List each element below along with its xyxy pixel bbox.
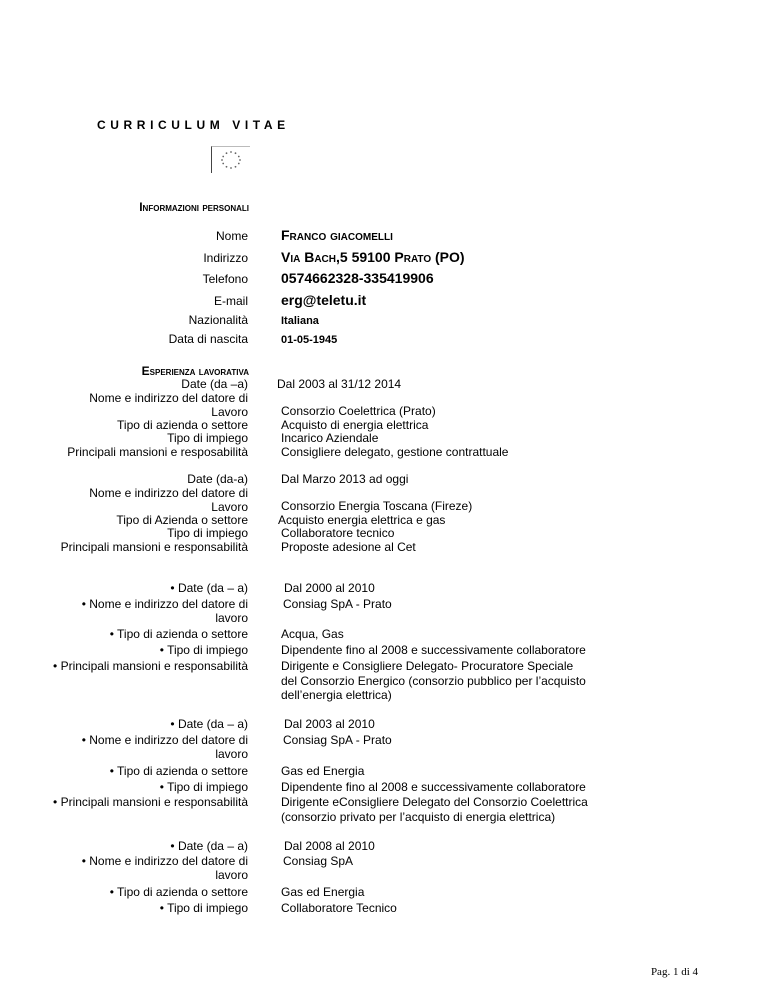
job1-label-settore: Tipo di azienda o settore	[117, 418, 248, 432]
job1-label-impiego: Tipo di impiego	[167, 431, 248, 445]
job3-label-mansioni: • Principali mansioni e responsabilità	[53, 659, 248, 673]
job4-label-impiego: • Tipo di impiego	[159, 780, 248, 794]
page-number: Pag. 1 di 4	[650, 966, 698, 978]
value-telefono: 0574662328-335419906	[281, 270, 434, 286]
job5-date: Dal 2008 al 2010	[284, 839, 375, 853]
job2-label-impiego: Tipo di impiego	[167, 526, 248, 540]
value-indirizzo: Via Bach,5 59100 Prato (PO)	[281, 249, 465, 265]
job5-label-impiego: • Tipo di impiego	[159, 901, 248, 915]
label-nascita: Data di nascita	[168, 332, 248, 346]
job3-label-settore: • Tipo di azienda o settore	[109, 627, 248, 641]
job4-label-settore: • Tipo di azienda o settore	[109, 764, 248, 778]
job4-settore: Gas ed Energia	[281, 764, 365, 778]
section-work-experience: Esperienza lavorativa	[141, 364, 249, 378]
job4-mansioni-line1: Dirigente eConsigliere Delegato del Consorzio Coelettrica	[281, 795, 588, 809]
job4-label-datore: • Nome e indirizzo del datore di lavoro	[81, 733, 248, 761]
value-nazionalita: Italiana	[281, 315, 319, 327]
job2-label-settore: Tipo di Azienda o settore	[116, 513, 248, 527]
job4-mansioni-line2: (consorzio privato per l’acquisto di energia elettrica)	[281, 810, 556, 824]
job1-date: Dal 2003 al 31/12 2014	[277, 377, 402, 391]
job2-label-datore: Nome e indirizzo del datore di Lavoro	[89, 486, 248, 514]
value-email: erg@teletu.it	[281, 292, 367, 308]
job1-label-date: Date (da –a)	[181, 377, 248, 391]
label-nazionalita: Nazionalità	[188, 313, 248, 327]
job1-impiego: Incarico Aziendale	[281, 431, 379, 445]
job1-mansioni: Consigliere delegato, gestione contrattuale	[281, 445, 509, 459]
job2-datore: Consorzio Energia Toscana (Fireze)	[281, 499, 473, 513]
job3-mansioni-line3: dell’energia elettrica)	[281, 688, 392, 702]
job2-label-date: Date (da-a)	[187, 472, 248, 486]
job2-date: Dal Marzo 2013 ad oggi	[281, 472, 409, 486]
value-nascita: 01-05-1945	[281, 334, 338, 346]
eu-stars-icon	[217, 149, 245, 171]
label-telefono: Telefono	[202, 272, 248, 286]
job3-label-datore: • Nome e indirizzo del datore di lavoro	[81, 597, 248, 625]
job4-label-mansioni: • Principali mansioni e responsabilità	[53, 795, 248, 809]
job1-datore: Consorzio Coelettrica (Prato)	[281, 404, 436, 418]
section-personal-info: Informazioni personali	[139, 200, 249, 214]
job3-label-date: • Date (da – a)	[170, 581, 248, 595]
label-nome: Nome	[215, 229, 248, 243]
job2-settore: Acquisto energia elettrica e gas	[278, 513, 446, 527]
job3-mansioni-line1: Dirigente e Consigliere Delegato- Procuratore Speciale	[281, 659, 574, 673]
job1-label-datore: Nome e indirizzo del datore di Lavoro	[89, 391, 248, 419]
job1-label-mansioni: Principali mansioni e resposabilità	[67, 445, 248, 459]
job1-settore: Acquisto di energia elettrica	[281, 418, 429, 432]
job5-label-settore: • Tipo di azienda o settore	[109, 885, 248, 899]
job5-label-datore: • Nome e indirizzo del datore di lavoro	[81, 854, 248, 882]
job2-mansioni: Proposte adesione al Cet	[281, 540, 416, 554]
job3-settore: Acqua, Gas	[281, 627, 344, 641]
job4-impiego: Dipendente fino al 2008 e successivamente collaboratore	[281, 780, 586, 794]
job4-date: Dal 2003 al 2010	[284, 717, 375, 731]
job3-date: Dal 2000 al 2010	[284, 581, 375, 595]
job5-impiego: Collaboratore Tecnico	[281, 901, 397, 915]
job5-label-date: • Date (da – a)	[170, 839, 248, 853]
job3-impiego: Dipendente fino al 2008 e successivamente collaboratore	[281, 643, 586, 657]
value-nome: Franco giacomelli	[281, 227, 393, 243]
label-email: E-mail	[213, 294, 248, 308]
job4-label-date: • Date (da – a)	[170, 717, 248, 731]
job3-datore: Consiag SpA - Prato	[283, 597, 392, 611]
job2-label-mansioni: Principali mansioni e responsabilità	[60, 540, 248, 554]
job3-label-impiego: • Tipo di impiego	[159, 643, 248, 657]
job5-datore: Consiag SpA	[283, 854, 354, 868]
cv-title: CURRICULUM VITAE	[97, 118, 290, 132]
eu-flag-logo	[211, 146, 250, 173]
job3-mansioni-line2: del Consorzio Energico (consorzio pubblico per l’acquisto	[281, 674, 586, 688]
label-indirizzo: Indirizzo	[203, 251, 248, 265]
job5-settore: Gas ed Energia	[281, 885, 365, 899]
job4-datore: Consiag SpA - Prato	[283, 733, 392, 747]
job2-impiego: Collaboratore tecnico	[281, 526, 395, 540]
